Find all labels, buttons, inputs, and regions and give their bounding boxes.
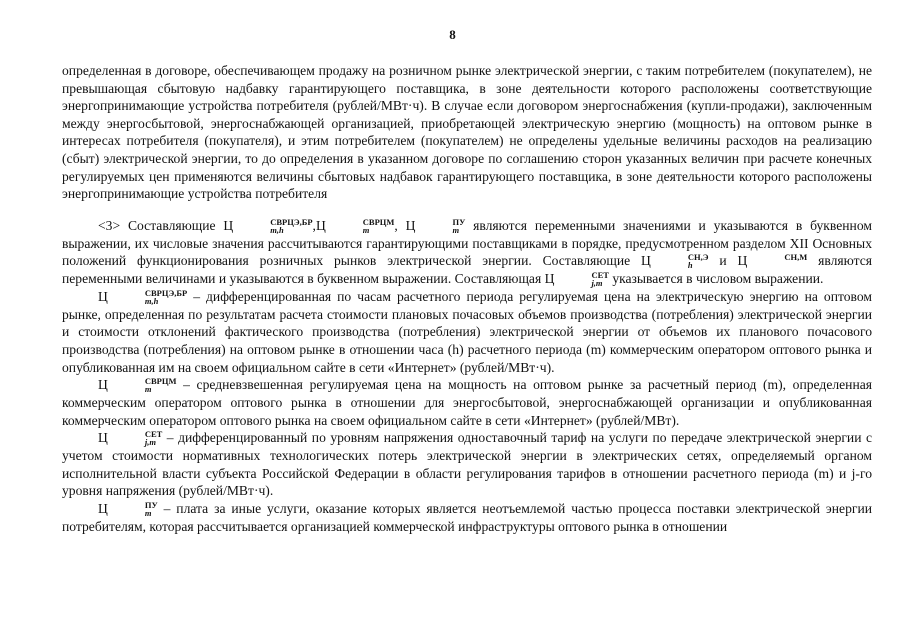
symbol-snz: Ц СН,Э h xyxy=(641,252,709,271)
footnote-3-middle2: являются переменными величинами и указываются в буквенном выражении. Составляющая xyxy=(62,253,873,287)
definition-svrcm: Ц СВРЦМ m – средневзвешенная регулируемая цена на мощность на оптовом рынке за расчетный период (m), определенная коммерческим оператором оптового рынка в отношении для энергосбытовой, энергоснабжающей организации и опубликованная коммерческим оператором оптового рынка на своем официальном сайте в сети «Интернет» (рублей/МВт). xyxy=(62,376,873,428)
symbol-svrcm-def: Ц СВРЦМ m xyxy=(98,376,177,395)
symbol-svrcz-br: Ц СВРЦЭ,БР m,h xyxy=(223,216,313,235)
symbol-svrcz-br-def: Ц СВРЦЭ,БР m,h xyxy=(98,287,188,306)
definition-pu: Ц ПУ m – плата за иные услуги, оказание которых является неотъемлемой частью процесса поставки электрической энергии потребителям, которая рассчитывается организацией коммерческой инфраструктуры оптового рынка в отношении xyxy=(62,499,872,534)
footnote-3-end: указывается в числовом выражении. xyxy=(612,271,824,287)
symbol-set-def: Ц СЕТ j,m xyxy=(98,429,163,448)
symbol-pu-def: Ц ПУ m xyxy=(98,499,158,518)
paragraph-retail-markup: определенная в договоре, обеспечивающем продажу на розничном рынке электрической энергии, с таким потребителем (покупателем), не превышающая сбытовую надбавку гарантирующего поставщика, в зоне деятельности которого расположены соответствующие энергопринимающие устройства потребителя (рублей/МВт·ч). В случае если договором энергоснабжения (купли-продажи), заключенным между энергосбытовой, энергоснабжающей организацией, приобретающей электрическую энергию (мощность) на оптовом рынке в интересах потребителя (покупателя), и этим потребителем (покупателем) не определены удельные величины расходов на реализацию (сбыт) электрической энергии, то до определения в указанном договоре по соглашению сторон указанных величин при расчете конечных регулируемых цен применяются величины сбытовых надбавок гарантирующего поставщика, в зоне деятельности которого расположены энергопринимающие устройства потребителя xyxy=(62,63,872,202)
footnote-3-start: <3> Составляющие xyxy=(98,217,216,233)
document-body xyxy=(62,62,872,535)
definition-svrcz-br: Ц СВРЦЭ,БР m,h – дифференцированная по часам расчетного периода регулируемая цена на электрическую энергию на оптовом рынке, определенная по результатам расчета стоимости плановых почасовых объемов производства (потребления) электрической энергии и стоимости отклонений фактического производства (потребления) электрической энергии от объемов их планового почасового производства (потребления) на оптовом рынке в отношении часа (h) расчетного периода (m) коммерческим оператором оптового рынка и опубликованная им на своем официальном сайте в сети «Интернет» (рублей/МВт·ч). xyxy=(62,287,872,375)
page-number: 8 xyxy=(449,27,456,42)
symbol-snm: Ц СН,М xyxy=(737,252,808,269)
symbol-svrcm: Ц СВРЦМ m xyxy=(315,216,395,235)
symbol-pu: Ц ПУ m xyxy=(405,216,466,235)
footnote-3-middle: являются переменными значениями и указываются в буквенном выражении, их числовые значения рассчитываются гарантирующими поставщиками в порядке, предусмотренном разделом XII Основных положений функционирования розничных рынков электрической энергии. Составляющие xyxy=(62,217,872,269)
definition-set: Ц СЕТ j,m – дифференцированный по уровням напряжения одноставочный тариф на услуги по передаче электрической энергии с учетом стоимости нормативных технологических потерь электрической энергии в электрических сетях, определяемый органом исполнительной власти субъекта Российской Федерации в области регулирования тарифов в отношении расчетного периода (m) и j-го уровня напряжения (рублей/МВт·ч). xyxy=(62,429,872,499)
footnote-3-paragraph: <3> Составляющие Ц СВРЦЭ,БР m,h ,Ц СВРЦМ m , Ц ПУ m являются переменными значениями и указываются в буквенном выражении, их числовые значения рассчитываются гарантирующими поставщиками в порядке, предусмотренном разделом XII Основных положений функционирования розничных рынков электрической энергии. Составляющие Ц СН,Э h и Ц СН,М являются переменными величинами и указываются в буквенном выражении. Составляющая Ц СЕТ j,m указывается в числовом выражении. xyxy=(62,216,873,288)
symbol-set: Ц СЕТ j,m xyxy=(544,269,609,288)
